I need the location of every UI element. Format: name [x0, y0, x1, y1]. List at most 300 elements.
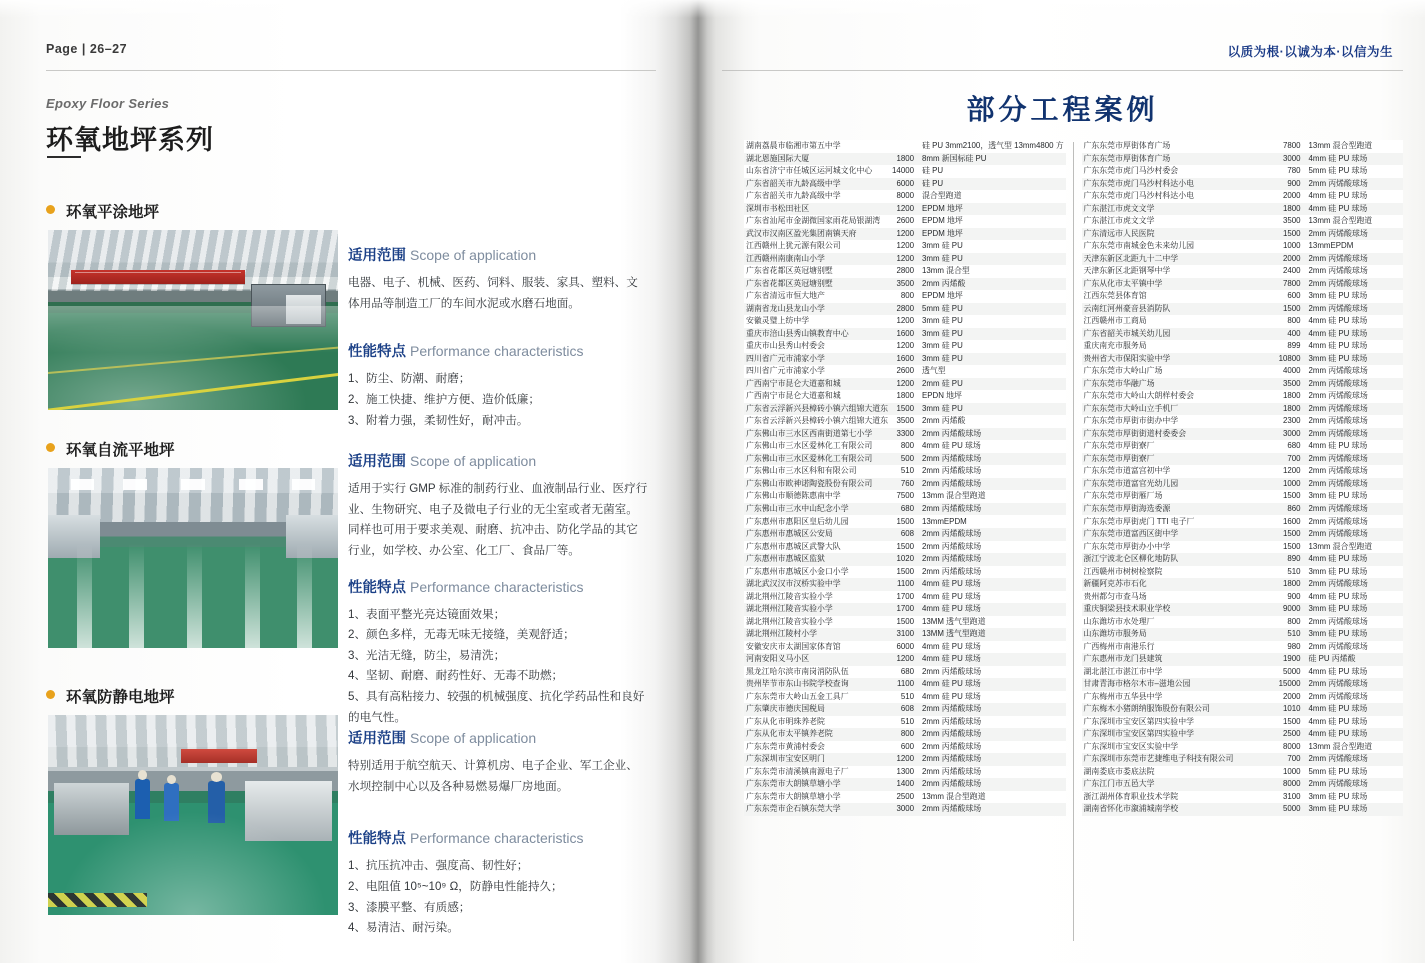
case-cell-name: 广东东莞市厚街办小中学 [1082, 541, 1262, 554]
case-cell-qty: 1500 [890, 403, 920, 416]
table-row [1082, 578, 1404, 591]
case-cell-spec: 13mm 混合型跑道 [920, 490, 1066, 503]
table-row [1082, 603, 1404, 616]
table-row [744, 490, 1066, 503]
case-cell-qty: 510 [1262, 566, 1307, 579]
case-cell-name: 广东东莞市大岭山广场 [1082, 365, 1262, 378]
case-cell-name: 广东佛山市顺德陈惠南中学 [744, 490, 890, 503]
case-cell-qty: 14000 [890, 165, 920, 178]
case-cell-name: 广东省花都区英冠塘别墅 [744, 278, 890, 291]
case-cell-qty: 800 [1262, 315, 1307, 328]
case-cell-name: 广东东莞市大岭山五金工具厂 [744, 691, 890, 704]
case-cell-spec: EPDM 地坪 [920, 290, 1066, 303]
table-row [744, 203, 1066, 216]
table-row [1082, 778, 1404, 791]
case-cell-name: 湖北武汉汉市汉桥实验中学 [744, 578, 890, 591]
table-row [744, 553, 1066, 566]
case-cell-spec: 2mm 丙烯酸球场 [1307, 528, 1403, 541]
table-row [744, 603, 1066, 616]
table-row [744, 478, 1066, 491]
case-cell-spec: 2mm 丙烯酸球场 [1307, 178, 1403, 191]
project-cases-tables [736, 140, 1411, 947]
case-cell-qty: 2000 [1262, 691, 1307, 704]
case-cell-spec: 2mm 丙烯酸球场 [1307, 228, 1403, 241]
case-cell-name: 广东东莞市大朗镇草塘小学 [744, 791, 890, 804]
case-cell-name: 重庆铜梁县技术职业学校 [1082, 603, 1262, 616]
case-cell-qty: 1800 [1262, 203, 1307, 216]
case-cell-name: 广东东莞市道富宫初中学 [1082, 465, 1262, 478]
case-cell-spec: 硅 PU 丙烯酸 [1307, 653, 1403, 666]
case-cell-spec: 3mm 硅 PU 球场 [1307, 803, 1403, 816]
case-cell-qty: 3000 [1262, 153, 1307, 166]
case-cell-spec: 2mm 丙烯酸球场 [1307, 503, 1403, 516]
case-cell-qty: 1200 [890, 240, 920, 253]
table-row [744, 728, 1066, 741]
case-cell-name: 安徽灵璧上纺中学 [744, 315, 890, 328]
table-row [1082, 378, 1404, 391]
case-cell-name: 广东深圳市宝安区第四实验中学 [1082, 728, 1262, 741]
table-row [1082, 566, 1404, 579]
table-row [1082, 678, 1404, 691]
case-cell-name: 广东惠州市惠阳区皇后幼儿园 [744, 515, 890, 528]
case-cell-qty: 1800 [1262, 403, 1307, 416]
case-cell-name: 山东潍坊市水处理厂 [1082, 616, 1262, 629]
case-cell-spec: 3mm 硅 PU [920, 240, 1066, 253]
case-cell-spec: 4mm 硅 PU 球场 [1307, 190, 1403, 203]
cases-table-left [744, 140, 1066, 816]
case-cell-spec: 4mm 硅 PU 球场 [1307, 315, 1403, 328]
case-cell-name: 广东东莞市虎门马沙村科达小电 [1082, 178, 1262, 191]
case-cell-name: 广东梅木小猪朗纳服饰股份有限公司 [1082, 703, 1262, 716]
case-cell-name: 江西赣州市工商局 [1082, 315, 1262, 328]
case-cell-qty: 1700 [890, 591, 920, 604]
table-row [744, 178, 1066, 191]
table-row [744, 215, 1066, 228]
case-cell-qty: 1600 [1262, 515, 1307, 528]
case-cell-qty: 1300 [890, 766, 920, 779]
table-row [744, 678, 1066, 691]
case-cell-qty: 1200 [1262, 465, 1307, 478]
case-cell-name: 广东深圳市宝安区明门 [744, 753, 890, 766]
case-cell-name: 广东东莞市厚街海选委源 [1082, 503, 1262, 516]
case-cell-qty: 1010 [1262, 703, 1307, 716]
case-cell-spec: 2mm 丙烯酸 [920, 415, 1066, 428]
bullet-dot-icon [46, 443, 55, 452]
case-cell-name: 广东东莞市黄浦村委会 [744, 741, 890, 754]
case-cell-spec: 2mm 丙烯酸球场 [1307, 378, 1403, 391]
case-cell-name: 广东佛山市欧神诺陶瓷股份有限公司 [744, 478, 890, 491]
case-cell-name: 湖北荆州江陵音实验小学 [744, 591, 890, 604]
case-cell-name: 天津东新区北距钢琴中学 [1082, 265, 1262, 278]
case-cell-name: 广东从化市明珠养老院 [744, 716, 890, 729]
table-row [1082, 165, 1404, 178]
case-cell-name: 江西赣州上犹元源有限公司 [744, 240, 890, 253]
case-cell-name: 广东东莞市厚街体育广场 [1082, 153, 1262, 166]
table-row [1082, 741, 1404, 754]
case-cell-name: 广东佛山市三水区西南街道第七小学 [744, 428, 890, 441]
table-row [1082, 328, 1404, 341]
table-row [744, 703, 1066, 716]
table-row [1082, 515, 1404, 528]
table-row [1082, 265, 1404, 278]
epoxy-esd-floor-photo [48, 715, 338, 915]
case-cell-qty: 1500 [1262, 303, 1307, 316]
table-row [1082, 716, 1404, 729]
table-row [1082, 728, 1404, 741]
table-row [1082, 303, 1404, 316]
case-cell-name: 广东东莞市道富西区街中学 [1082, 528, 1262, 541]
case-cell-spec: 2mm 丙烯酸球场 [920, 753, 1066, 766]
table-row [744, 591, 1066, 604]
table-row [744, 265, 1066, 278]
case-cell-spec: 4mm 硅 PU 球场 [920, 641, 1066, 654]
case-cell-name: 四川省广元市浦家小学 [744, 353, 890, 366]
table-row [744, 753, 1066, 766]
table-row [1082, 390, 1404, 403]
case-cell-name: 浙江宁波北仑区柳化地防队 [1082, 553, 1262, 566]
project-cases-title: 部分工程案例 [966, 94, 1159, 125]
case-cell-qty: 1200 [890, 315, 920, 328]
case-cell-qty: 1500 [1262, 490, 1307, 503]
case-cell-spec: 2mm 丙烯酸球场 [920, 803, 1066, 816]
case-cell-qty: 1500 [890, 541, 920, 554]
case-cell-name: 新疆阿克苏市石化 [1082, 578, 1262, 591]
case-cell-qty: 2800 [890, 265, 920, 278]
table-row [1082, 541, 1404, 554]
section-heading-3 [46, 685, 646, 707]
case-cell-name: 广东东莞市大朗镇草塘小学 [744, 778, 890, 791]
table-row [1082, 340, 1404, 353]
case-cell-spec: 3mm 硅 PU 球场 [1307, 490, 1403, 503]
table-row [1082, 353, 1404, 366]
case-cell-spec: 4mm 硅 PU 球场 [920, 591, 1066, 604]
case-cell-qty: 608 [890, 703, 920, 716]
case-cell-qty: 860 [1262, 503, 1307, 516]
table-row [1082, 240, 1404, 253]
case-cell-qty: 890 [1262, 553, 1307, 566]
case-cell-name: 广东省韶关市九龄高级中学 [744, 190, 890, 203]
table-row [1082, 791, 1404, 804]
performance-list-3: 1、抗压抗冲击、强度高、韧性好； 2、电阻值 10⁵~10⁹ Ω，防静电性能持久； 3、漆膜平整、有质感； 4、易清洁、耐污染。 [348, 859, 563, 935]
case-cell-spec: 2mm 丙烯酸球场 [920, 478, 1066, 491]
table-row [744, 791, 1066, 804]
case-cell-spec: 5mm 硅 PU 球场 [1307, 766, 1403, 779]
table-row [1082, 428, 1404, 441]
case-cell-spec: 混合型跑道 [920, 190, 1066, 203]
table-row [744, 153, 1066, 166]
case-cell-spec: 2mm 丙烯酸球场 [1307, 453, 1403, 466]
case-cell-qty: 1800 [1262, 578, 1307, 591]
table-row [1082, 178, 1404, 191]
case-cell-qty: 7800 [1262, 140, 1307, 153]
case-cell-qty: 2300 [1262, 415, 1307, 428]
case-cell-spec: 4mm 硅 PU 球场 [1307, 340, 1403, 353]
scope-heading-2: 适用范围 Scope of application [348, 453, 537, 470]
case-cell-spec: 4mm 硅 PU 球场 [920, 653, 1066, 666]
case-cell-name: 山东省济宁市任城区运河城文化中心 [744, 165, 890, 178]
case-cell-name: 广东省韶关市九龄高级中学 [744, 178, 890, 191]
case-cell-name: 广东惠州市惠城区公安局 [744, 528, 890, 541]
series-title-en: Epoxy Floor Series [46, 96, 170, 111]
case-cell-qty: 3300 [890, 428, 920, 441]
left-header-divider [46, 70, 656, 71]
case-cell-name: 贵州毕节市东山书院学校查询 [744, 678, 890, 691]
case-cell-qty: 1200 [890, 253, 920, 266]
case-cell-name: 湖南省怀化市溆浦城南学校 [1082, 803, 1262, 816]
performance-heading-3: 性能特点 Performance characteristics [348, 830, 584, 848]
table-row [744, 428, 1066, 441]
right-header-divider [722, 70, 1403, 71]
case-cell-qty: 510 [890, 465, 920, 478]
case-cell-name: 广东东莞市厚街寮厂 [1082, 440, 1262, 453]
case-cell-qty: 5000 [1262, 666, 1307, 679]
case-cell-name: 广东深圳市东莞市艺捷维电子科技有限公司 [1082, 753, 1262, 766]
table-row [1082, 278, 1404, 291]
case-cell-qty: 510 [890, 691, 920, 704]
case-cell-spec: 2mm 丙烯酸球场 [920, 453, 1066, 466]
case-cell-qty: 800 [890, 728, 920, 741]
case-cell-qty: 2500 [1262, 728, 1307, 741]
case-cell-spec: 2mm 丙烯酸 [920, 278, 1066, 291]
table-row [1082, 365, 1404, 378]
table-row [1082, 641, 1404, 654]
case-cell-name: 广东深圳市宝安区第四实验中学 [1082, 716, 1262, 729]
case-cell-qty: 7800 [1262, 278, 1307, 291]
case-cell-name: 广西南宁市昆仑大道嘉和城 [744, 378, 890, 391]
case-cell-spec: 4mm 硅 PU 球场 [1307, 440, 1403, 453]
case-cell-name: 广东惠州市惠城区监狱 [744, 553, 890, 566]
case-cell-qty: 1200 [890, 228, 920, 241]
case-cell-name: 广东省云浮新兴县樟砖小镇六组锦大道东 [744, 403, 890, 416]
case-cell-name: 贵州省大市保阳实验中学 [1082, 353, 1262, 366]
case-cell-qty: 3500 [890, 415, 920, 428]
case-cell-name: 广东东莞市厚街寮厂 [1082, 453, 1262, 466]
case-cell-qty: 900 [1262, 591, 1307, 604]
case-cell-qty: 1600 [890, 328, 920, 341]
table-row [744, 290, 1066, 303]
table-row [744, 165, 1066, 178]
case-cell-name: 湖北荆州江陵音实验小学 [744, 616, 890, 629]
case-cell-name: 湖北荆州江陵音实验小学 [744, 603, 890, 616]
case-cell-qty: 5000 [1262, 803, 1307, 816]
case-cell-spec: 3mm 硅 PU 球场 [1307, 566, 1403, 579]
case-cell-qty: 1800 [890, 153, 920, 166]
table-row [744, 240, 1066, 253]
case-cell-name: 广东江门市五邑大学 [1082, 778, 1262, 791]
table-row [744, 328, 1066, 341]
case-cell-qty: 6000 [890, 178, 920, 191]
table-row [744, 578, 1066, 591]
case-cell-qty: 1200 [890, 340, 920, 353]
case-cell-qty: 1200 [890, 753, 920, 766]
case-cell-qty: 780 [1262, 165, 1307, 178]
case-cell-qty: 1700 [890, 603, 920, 616]
table-row [744, 353, 1066, 366]
performance-heading-1: 性能特点 Performance characteristics [348, 343, 584, 361]
section-title-3: 环氧防静电地坪 [66, 689, 175, 706]
case-cell-name: 安徽安庆市太湖国家体育馆 [744, 641, 890, 654]
case-cell-spec: 硅 PU [920, 178, 1066, 191]
case-cell-name: 广东东莞市厚街体育广场 [1082, 140, 1262, 153]
case-cell-spec: 4mm 硅 PU 球场 [920, 440, 1066, 453]
section-text-3 [348, 727, 648, 939]
case-cell-name: 广东省韶关市城关幼儿园 [1082, 328, 1262, 341]
cases-column-right [1074, 140, 1412, 947]
case-cell-qty: 1000 [1262, 478, 1307, 491]
case-cell-name: 广东东莞市南城金色未来幼儿园 [1082, 240, 1262, 253]
case-cell-spec: 3mm 硅 PU 球场 [1307, 791, 1403, 804]
table-row [744, 691, 1066, 704]
table-row [744, 741, 1066, 754]
section-heading-1 [46, 200, 646, 222]
table-row [1082, 691, 1404, 704]
case-cell-name: 广东东莞市道富官光幼儿园 [1082, 478, 1262, 491]
bullet-dot-icon [46, 205, 55, 214]
case-cell-qty: 1000 [1262, 766, 1307, 779]
case-cell-qty: 8000 [1262, 778, 1307, 791]
case-cell-spec: 2mm 丙烯酸球场 [920, 428, 1066, 441]
case-cell-spec: 2mm 丙烯酸球场 [1307, 753, 1403, 766]
case-cell-qty: 1000 [1262, 240, 1307, 253]
case-cell-qty: 9000 [1262, 603, 1307, 616]
case-cell-name: 广西南宁市昆仑大道嘉和城 [744, 390, 890, 403]
table-row [1082, 490, 1404, 503]
case-cell-qty: 3500 [1262, 215, 1307, 228]
case-cell-spec: 13mm 混合型跑道 [1307, 215, 1403, 228]
table-row [744, 503, 1066, 516]
right-page [700, 0, 1425, 963]
case-cell-name: 江西赣州市树树检察院 [1082, 566, 1262, 579]
section-title-2: 环氧自流平地坪 [66, 442, 175, 459]
table-row [1082, 403, 1404, 416]
case-cell-qty: 8000 [1262, 741, 1307, 754]
case-cell-name: 广东惠州市惠城区小金口小学 [744, 566, 890, 579]
case-cell-name: 甘肃青海市格尔木市–滋地公园 [1082, 678, 1262, 691]
table-row [744, 378, 1066, 391]
table-row [1082, 453, 1404, 466]
bullet-dot-icon [46, 690, 55, 699]
case-cell-qty: 510 [890, 716, 920, 729]
case-cell-name: 广西梅州市南港乐行 [1082, 641, 1262, 654]
case-cell-spec: 13MM 透气型跑道 [920, 628, 1066, 641]
case-cell-name: 重庆南充市服务局 [1082, 340, 1262, 353]
case-cell-name: 广东东莞市虎门马沙村科达小电 [1082, 190, 1262, 203]
case-cell-name: 广东肇庆市德庆国税局 [744, 703, 890, 716]
case-cell-name: 广东东莞市清溪镇南源电子厂 [744, 766, 890, 779]
case-cell-qty: 15000 [1262, 678, 1307, 691]
case-cell-spec: 2mm 丙烯酸球场 [1307, 365, 1403, 378]
page-number: Page | 26–27 [46, 42, 128, 56]
table-row [744, 778, 1066, 791]
case-cell-name: 湖北恩施国际大厦 [744, 153, 890, 166]
case-cell-spec: 2mm 丙烯酸球场 [920, 528, 1066, 541]
case-cell-spec: 2mm 丙烯酸球场 [1307, 415, 1403, 428]
case-cell-spec: 2mm 丙烯酸球场 [920, 728, 1066, 741]
performance-list-2: 1、表面平整光亮达镜面效果； 2、颜色多样，无毒无味无接缝，美观舒适； 3、光洁无缝，防尘，易清洗； 4、坚韧、耐磨、耐药性好、无毒不助燃； 5、具有高粘接力、较强的机械强度、抗化学药品性和良好的电气性。 [348, 607, 645, 724]
case-cell-name: 广东佛山市三水区爱林化工有限公司 [744, 453, 890, 466]
table-row [744, 278, 1066, 291]
scope-text-3: 特别适用于航空航天、计算机房、电子企业、军工企业、水坝控制中心以及各种易燃易爆厂房地面。 [348, 759, 638, 793]
series-title-underline [47, 156, 81, 158]
case-cell-name: 广东湛江市虎文文学 [1082, 203, 1262, 216]
case-cell-qty: 1200 [890, 653, 920, 666]
table-row [744, 315, 1066, 328]
scope-heading-3: 适用范围 Scope of application [348, 730, 537, 747]
case-cell-spec: 13mmEPDM [920, 515, 1066, 528]
case-cell-spec: 3mm 硅 PU [920, 340, 1066, 353]
case-cell-spec: EPDM 地坪 [920, 215, 1066, 228]
case-cell-qty: 1020 [890, 553, 920, 566]
case-cell-qty: 7500 [890, 490, 920, 503]
table-row [744, 803, 1066, 816]
case-cell-spec: 4mm 硅 PU 球场 [920, 691, 1066, 704]
case-cell-spec: 13mm 混合型 [920, 265, 1066, 278]
case-cell-spec: 4mm 硅 PU 球场 [1307, 703, 1403, 716]
case-cell-spec: 4mm 硅 PU 球场 [1307, 716, 1403, 729]
table-row [744, 140, 1066, 153]
case-cell-qty: 600 [1262, 290, 1307, 303]
case-cell-qty: 608 [890, 528, 920, 541]
scope-text-2: 适用于实行 GMP 标准的制药行业、血液制品行业、医疗行业、生物研究、电子及微电子行业的无尘室或者无菌室。同样也可用于要求美观、耐磨、抗冲击、防化学品的其它行业，如学校、办公室、化工厂、食品厂等。 [348, 482, 648, 557]
table-row [1082, 478, 1404, 491]
case-cell-qty: 1500 [1262, 716, 1307, 729]
case-cell-qty: 1400 [890, 778, 920, 791]
case-cell-qty: 1200 [890, 203, 920, 216]
case-cell-name: 广东湛江市虎文文学 [1082, 215, 1262, 228]
table-row [1082, 253, 1404, 266]
case-cell-spec: 3mm 硅 PU 球场 [1307, 628, 1403, 641]
case-cell-spec: EPDM 地坪 [920, 228, 1066, 241]
table-row [744, 528, 1066, 541]
case-cell-spec: 2mm 丙烯酸球场 [1307, 778, 1403, 791]
case-cell-name: 天津东新区北距九十二中学 [1082, 253, 1262, 266]
case-cell-qty: 900 [1262, 178, 1307, 191]
table-row [744, 716, 1066, 729]
case-cell-name: 广东东莞市厚街虎门 TTI 电子厂 [1082, 515, 1262, 528]
case-cell-name: 河南安阳义马小区 [744, 653, 890, 666]
case-cell-qty: 6000 [890, 641, 920, 654]
case-cell-spec: 13mm 混合型跑道 [1307, 541, 1403, 554]
table-row [1082, 753, 1404, 766]
case-cell-spec: 4mm 硅 PU 球场 [920, 603, 1066, 616]
case-cell-qty: 1500 [1262, 528, 1307, 541]
case-cell-name: 广东省汕尾市金湖微国家雨花局银湖湾 [744, 215, 890, 228]
table-row [1082, 528, 1404, 541]
case-cell-spec: 2mm 丙烯酸球场 [920, 716, 1066, 729]
case-cell-name: 广东省云浮新兴县樟砖小镇六组锦大道东 [744, 415, 890, 428]
case-cell-qty: 3000 [890, 803, 920, 816]
case-cell-qty: 700 [1262, 753, 1307, 766]
case-cell-spec: 3mm 硅 PU [920, 328, 1066, 341]
table-row [744, 628, 1066, 641]
case-cell-spec: 13MM 透气型跑道 [920, 616, 1066, 629]
case-cell-name: 云南红河州豪音县消防队 [1082, 303, 1262, 316]
table-row [744, 415, 1066, 428]
case-cell-qty: 1500 [1262, 228, 1307, 241]
case-cell-name: 广东东莞市厚街市街办中学 [1082, 415, 1262, 428]
case-cell-qty: 2500 [890, 791, 920, 804]
case-cell-spec: EPDM 地坪 [920, 203, 1066, 216]
table-row [744, 340, 1066, 353]
case-cell-spec: 2mm 丙烯酸球场 [1307, 478, 1403, 491]
case-cell-qty: 10800 [1262, 353, 1307, 366]
case-cell-qty: 600 [890, 741, 920, 754]
case-cell-spec: 3mm 硅 PU [920, 353, 1066, 366]
case-cell-name: 湖南荔晨市临湘市第五中学 [744, 140, 890, 153]
case-cell-qty: 680 [1262, 440, 1307, 453]
case-cell-spec: 4mm 硅 PU 球场 [1307, 328, 1403, 341]
case-cell-qty: 1500 [1262, 541, 1307, 554]
